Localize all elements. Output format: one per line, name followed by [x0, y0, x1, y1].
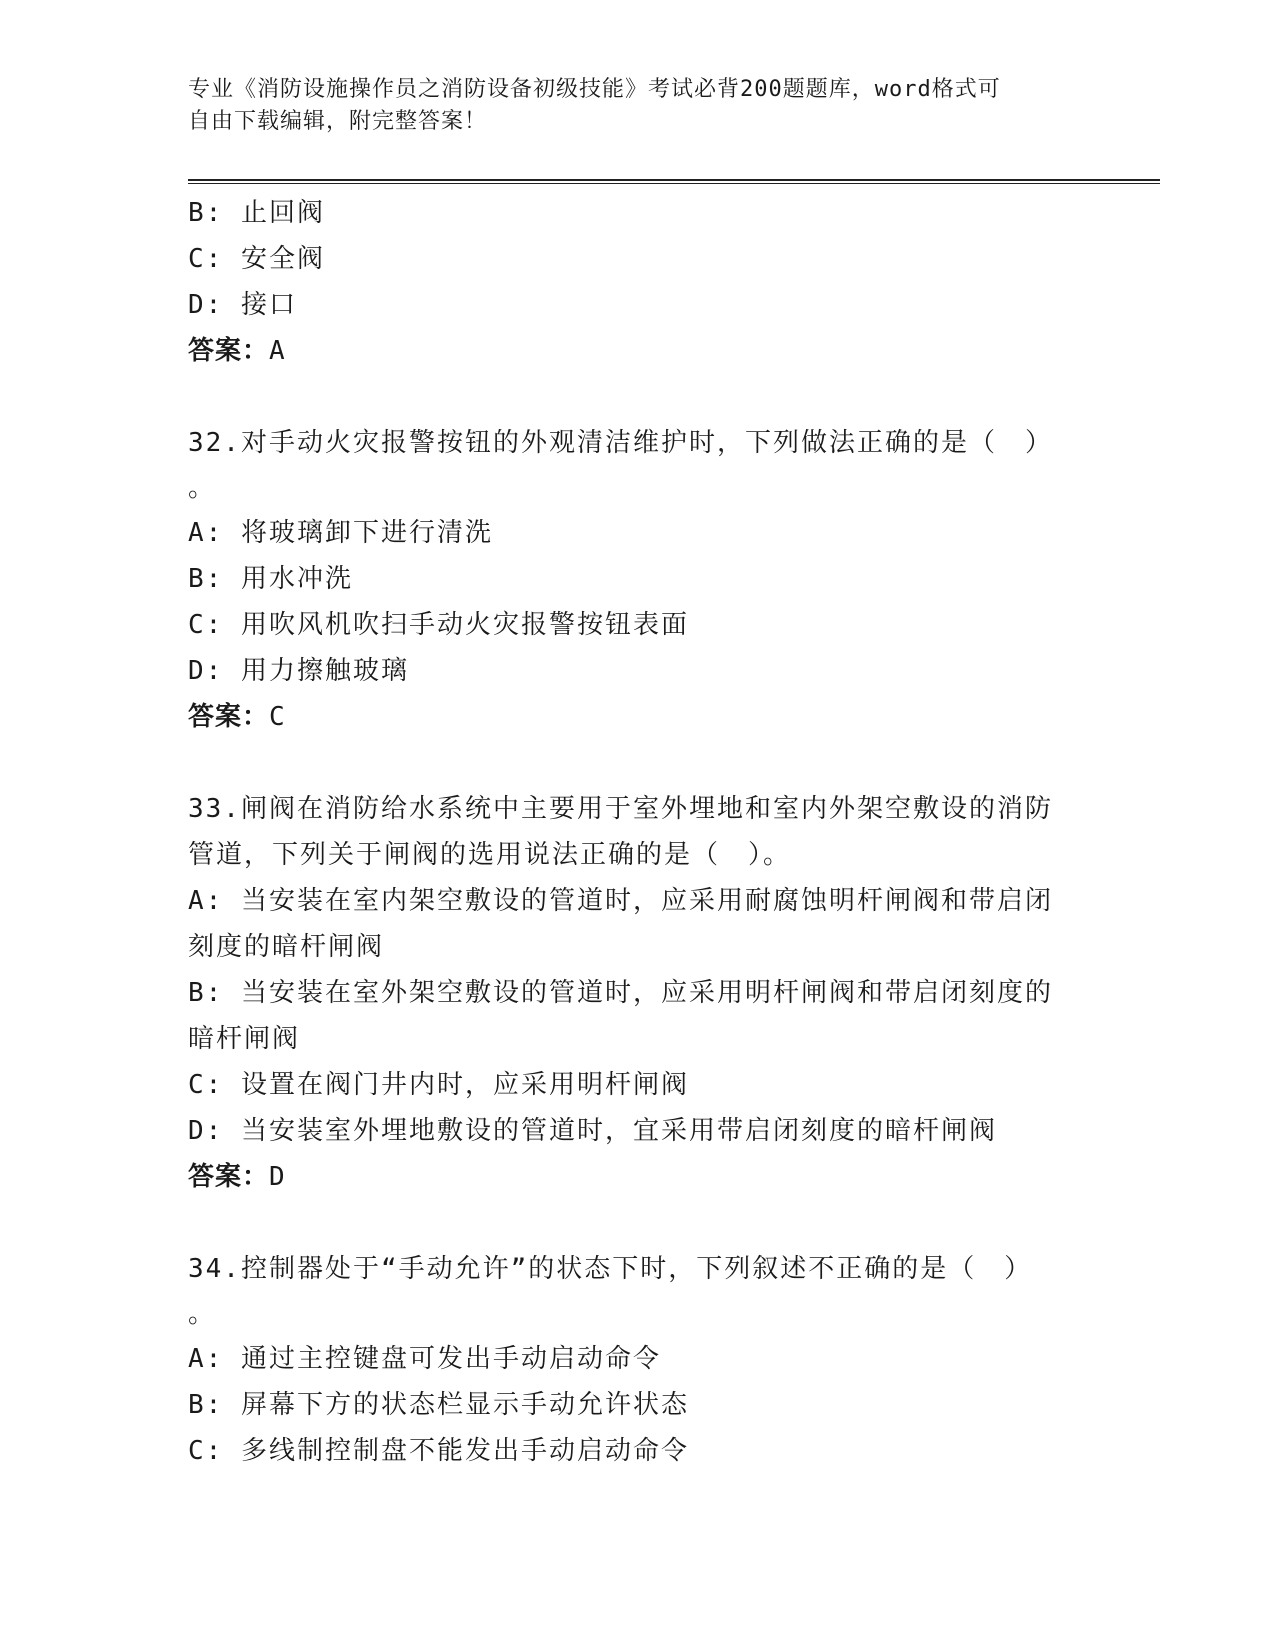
document-header [188, 74, 1068, 138]
answer-line [188, 694, 1088, 740]
answer-label: 答案： [188, 702, 270, 732]
answer-value: A [269, 336, 286, 366]
question-33 [188, 786, 1088, 1200]
spacer [188, 740, 1088, 786]
option-b: B: 屏幕下方的状态栏显示手动允许状态 [188, 1390, 689, 1420]
option-c: C: 多线制控制盘不能发出手动启动命令 [188, 1436, 689, 1466]
option-d: D: 接口 [188, 290, 297, 320]
answer-value: C [269, 702, 286, 732]
question-text-continued: 。 [188, 473, 217, 503]
option-a: A: 当安装在室内架空敷设的管道时，应采用耐腐蚀明杆闸阀和带启闭 [188, 886, 1053, 916]
header-rule-thin [188, 183, 1160, 184]
question-34 [188, 1246, 1088, 1474]
option-c: C: 设置在阀门井内时，应采用明杆闸阀 [188, 1070, 689, 1100]
question-32 [188, 420, 1088, 740]
option-c: C: 用吹风机吹扫手动火灾报警按钮表面 [188, 610, 689, 640]
option-a-continued: 刻度的暗杆闸阀 [188, 932, 385, 962]
question-text: 33.闸阀在消防给水系统中主要用于室外埋地和室内外架空敷设的消防 [188, 794, 1053, 824]
option-b: B: 当安装在室外架空敷设的管道时，应采用明杆闸阀和带启闭刻度的 [188, 978, 1053, 1008]
option-b: B: 用水冲洗 [188, 564, 353, 594]
answer-line [188, 1154, 1088, 1200]
answer-label: 答案： [188, 1162, 270, 1192]
answer-line [188, 328, 1088, 374]
answer-value: D [269, 1162, 286, 1192]
question-content [188, 190, 1088, 1474]
header-rule-thick [188, 179, 1160, 181]
header-line-2: 自由下载编辑，附完整答案！ [188, 109, 488, 134]
question-text: 34.控制器处于“手动允许”的状态下时，下列叙述不正确的是（ ） [188, 1254, 1033, 1284]
answer-label: 答案： [188, 336, 270, 366]
question-text-continued: 。 [188, 1299, 217, 1329]
spacer [188, 1200, 1088, 1246]
option-d: D: 当安装室外埋地敷设的管道时，宜采用带启闭刻度的暗杆闸阀 [188, 1116, 997, 1146]
header-line-1: 专业《消防设施操作员之消防设备初级技能》考试必背200题题库，word格式可 [188, 77, 1001, 102]
option-a: A: 将玻璃卸下进行清洗 [188, 518, 493, 548]
option-d: D: 用力擦触玻璃 [188, 656, 409, 686]
question-text: 32.对手动火灾报警按钮的外观清洁维护时，下列做法正确的是（ ） [188, 428, 1053, 458]
option-c: C: 安全阀 [188, 244, 325, 274]
question-31-continued [188, 190, 1088, 374]
question-text-continued: 管道，下列关于闸阀的选用说法正确的是（ ）。 [188, 840, 792, 870]
option-b: B: 止回阀 [188, 198, 325, 228]
option-a: A: 通过主控键盘可发出手动启动命令 [188, 1344, 661, 1374]
option-b-continued: 暗杆闸阀 [188, 1024, 301, 1054]
spacer [188, 374, 1088, 420]
